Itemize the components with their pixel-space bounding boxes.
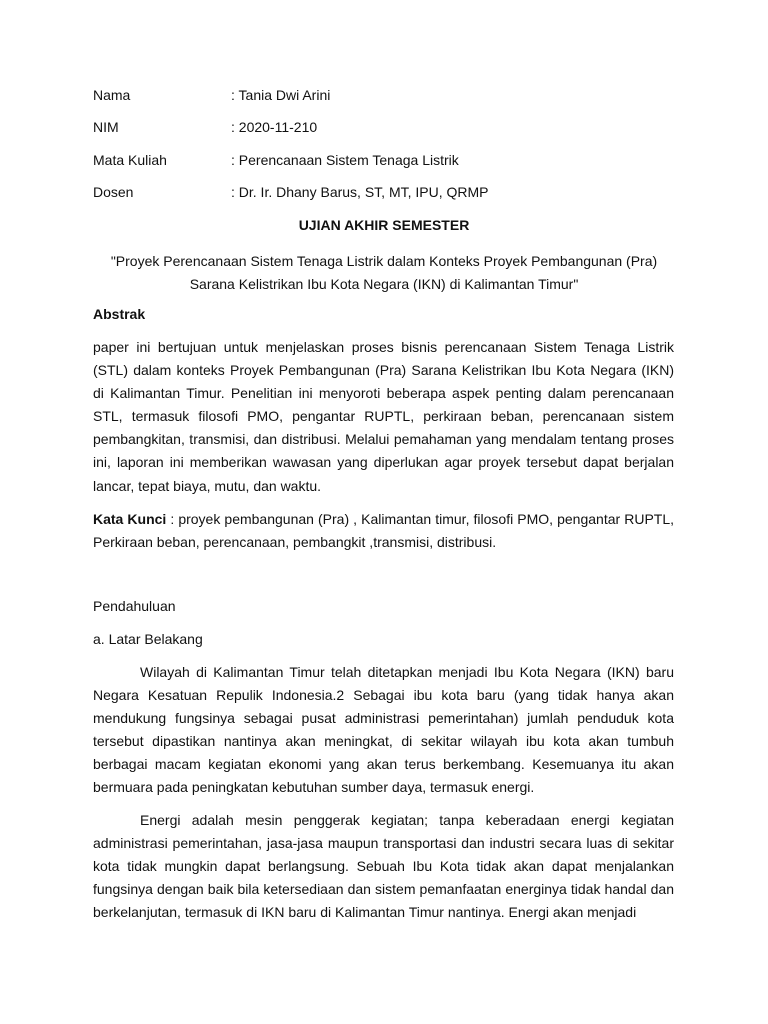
- intro-paragraph-1: Wilayah di Kalimantan Timur telah ditetapkan menjadi Ibu Kota Negara (IKN) baru Negara Kesatuan Repulik Indonesia.2 Sebagai ibu kota baru (yang tidak hanya akan mendukung fungsinya sebagai pusat administrasi pemerintahan) jumlah penduduk kota tersebut dipastikan nantinya akan meningkat, di sekitar wilayah ibu kota akan tumbuh berbagai macam kegiatan ekonomi yang akan terus berkembang. Kesemuanya itu akan bermuara pada peningkatan kebutuhan sumber daya, termasuk energi.: [93, 664, 674, 796]
- meta-label-nama: Nama: [93, 87, 131, 103]
- meta-value-dosen: : Dr. Ir. Dhany Barus, ST, MT, IPU, QRMP: [231, 184, 489, 200]
- paper-title: "Proyek Perencanaan Sistem Tenaga Listrik dalam Konteks Proyek Pembangunan (Pra) Sarana Kelistrikan Ibu Kota Negara (IKN) di Kalimantan Timur": [110, 253, 658, 292]
- intro-paragraph-2: Energi adalah mesin penggerak kegiatan; tanpa keberadaan energi kegiatan administrasi pemerintahan, jasa-jasa maupun transportasi dan industri secara luas di sekitar kota tidak mungkin dapat berlangsung. Sebuah Ibu Kota tidak akan dapat menjalankan fungsinya dengan baik bila ketersediaan dan sistem pemanfaatan energinya tidak handal dan berkelanjutan, termasuk di IKN baru di Kalimantan Timur nantinya. Energi akan menjadi: [93, 812, 674, 921]
- keywords-text: : proyek pembangunan (Pra) , Kalimantan timur, filosofi PMO, pengantar RUPTL, Perkiraan beban, perencanaan, pembangkit ,transmisi, distribusi.: [93, 511, 675, 551]
- exam-title: UJIAN AKHIR SEMESTER: [298, 217, 470, 233]
- abstract-heading: Abstrak: [93, 306, 146, 322]
- meta-label-dosen: Dosen: [93, 184, 134, 200]
- subsection-heading-latar-belakang: a. Latar Belakang: [93, 631, 203, 647]
- keywords: [93, 508, 674, 554]
- meta-value-nim: : 2020-11-210: [231, 119, 318, 135]
- section-heading-pendahuluan: Pendahuluan: [93, 598, 176, 614]
- meta-label-nim: NIM: [93, 119, 119, 135]
- keywords-label: Kata Kunci: [93, 511, 167, 527]
- meta-label-mata-kuliah: Mata Kuliah: [93, 152, 167, 168]
- abstract-text: paper ini bertujuan untuk menjelaskan proses bisnis perencanaan Sistem Tenaga Listrik (STL) dalam konteks Proyek Pembangunan (Pra) Sarana Kelistrikan Ibu Kota Negara (IKN) di Kalimantan Timur. Penelitian ini menyoroti beberapa aspek penting dalam perencanaan STL, termasuk filosofi PMO, pengantar RUPTL, perkiraan beban, perencanaan sistem pembangkitan, transmisi, dan distribusi. Melalui pemahaman yang mendalam tentang proses ini, laporan ini memberikan wawasan yang diperlukan agar proyek tersebut dapat berjalan lancar, tepat biaya, mutu, dan waktu.: [93, 339, 674, 494]
- meta-value-nama: : Tania Dwi Arini: [231, 87, 331, 103]
- meta-value-mata-kuliah: : Perencanaan Sistem Tenaga Listrik: [231, 152, 459, 168]
